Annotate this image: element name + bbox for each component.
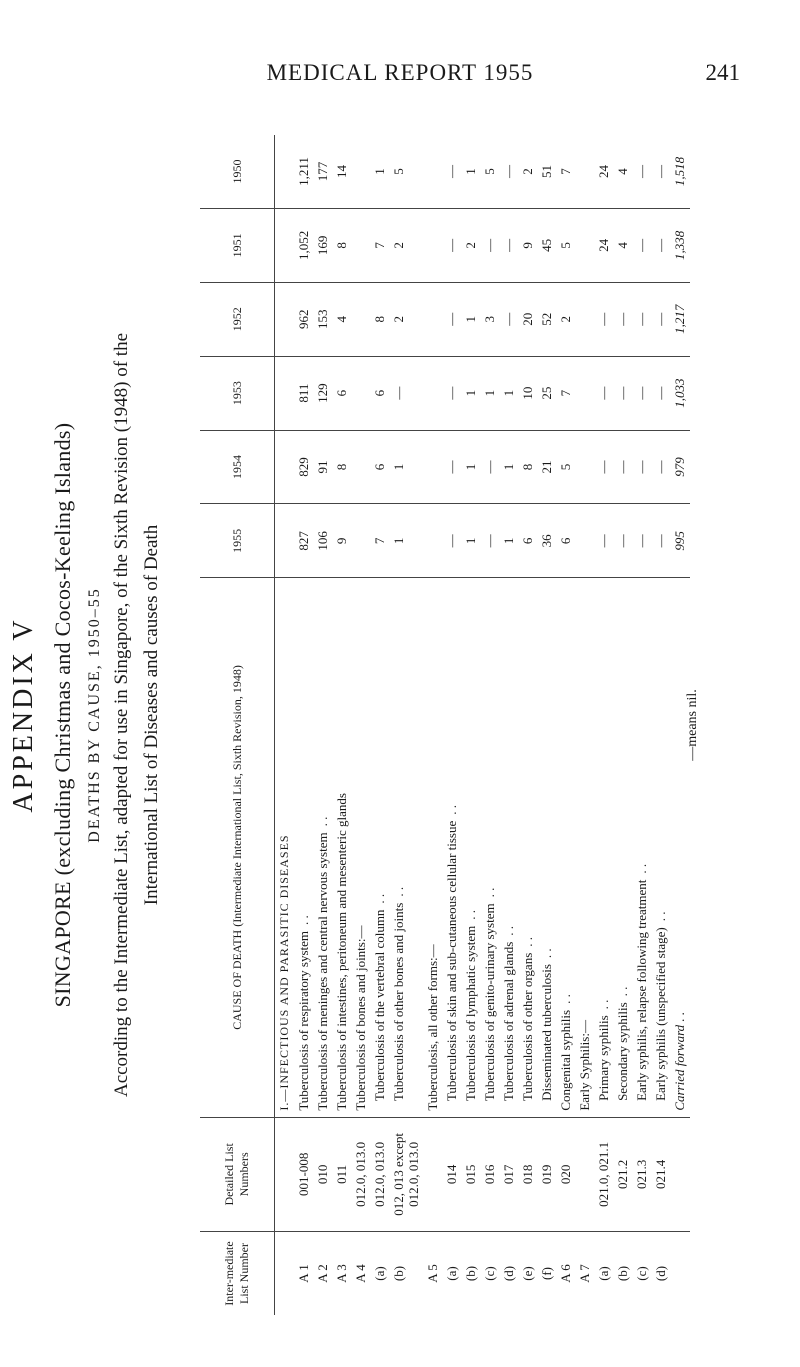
row-detail <box>575 1117 594 1231</box>
row-v1950 <box>423 135 442 208</box>
row-inter: (d) <box>501 1265 516 1282</box>
header-1952: 1952 <box>200 282 275 356</box>
row-v1952: — <box>632 282 651 356</box>
row-v1955: — <box>594 504 613 578</box>
row-cause <box>556 578 575 1117</box>
cause-text: Tuberculosis of skin and sub-cutaneous cellular tissue <box>444 820 459 1111</box>
sheet-subheading: DEATHS BY CAUSE, 1950–55 <box>86 587 103 843</box>
cause-text: Early Syphilis:— <box>577 1020 592 1111</box>
leader-dots: . . <box>482 887 497 898</box>
row-v1954: 91 <box>313 430 332 504</box>
rotated-sheet <box>0 95 700 1335</box>
row-v1953: — <box>613 356 632 430</box>
row-cause <box>613 578 632 1117</box>
row-v1955: 106 <box>313 504 332 578</box>
row-v1953: 1 <box>480 356 499 430</box>
row-cause <box>518 578 537 1117</box>
row-v1952: 153 <box>313 282 332 356</box>
row-v1952: 3 <box>480 282 499 356</box>
row-v1953: 10 <box>518 356 537 430</box>
row-detail: 021.2 <box>613 1117 632 1231</box>
carried-label: Carried forward <box>672 1024 687 1111</box>
row-v1952: 962 <box>294 282 313 356</box>
table-row <box>442 135 461 1315</box>
row-v1950: 24 <box>594 135 613 208</box>
header-1950: 1950 <box>200 135 275 208</box>
row-inter: A 3 <box>334 1264 349 1283</box>
row-detail: 019 <box>537 1117 556 1231</box>
carried-1954: 979 <box>670 430 690 504</box>
row-v1952: 8 <box>370 282 389 356</box>
row-v1952: 52 <box>537 282 556 356</box>
carried-1952: 1,217 <box>670 282 690 356</box>
table-row <box>351 135 370 1315</box>
row-v1953: — <box>651 356 670 430</box>
row-v1954: 8 <box>518 430 537 504</box>
table-row <box>461 135 480 1315</box>
row-v1952: 4 <box>332 282 351 356</box>
header-1951: 1951 <box>200 208 275 282</box>
row-inter: (d) <box>653 1265 668 1282</box>
row-v1953: — <box>632 356 651 430</box>
row-v1954: 829 <box>294 430 313 504</box>
row-detail: 012.0, 013.0 <box>370 1117 389 1231</box>
row-v1951: 45 <box>537 208 556 282</box>
row-v1955: — <box>651 504 670 578</box>
row-v1955: 1 <box>461 504 480 578</box>
row-v1955: 1 <box>499 504 518 578</box>
row-detail <box>423 1117 442 1231</box>
row-v1952: 20 <box>518 282 537 356</box>
row-detail: 021.0, 021.1 <box>594 1117 613 1231</box>
row-v1953: 1 <box>461 356 480 430</box>
table-row <box>480 135 499 1315</box>
cause-text: Congenital syphilis <box>558 1009 573 1111</box>
cause-text: Tuberculosis of intestines, peritoneum and mesenteric glands <box>334 793 349 1111</box>
row-v1954 <box>423 430 442 504</box>
row-v1950: 14 <box>332 135 351 208</box>
cause-text: Tuberculosis of lymphatic system <box>463 925 478 1111</box>
row-v1951: 8 <box>332 208 351 282</box>
row-inter: A 6 <box>558 1264 573 1283</box>
row-v1950: 5 <box>389 135 423 208</box>
deaths-table <box>200 135 690 1315</box>
header-detail: Detailed List Numbers <box>200 1117 275 1231</box>
row-inter: (b) <box>463 1265 478 1282</box>
row-v1951: 1,052 <box>294 208 313 282</box>
cause-text: Disseminated tuberculosis <box>539 964 554 1111</box>
carried-1953: 1,033 <box>670 356 690 430</box>
row-v1952: 1 <box>461 282 480 356</box>
row-cause <box>632 578 651 1117</box>
row-v1950: 7 <box>556 135 575 208</box>
row-v1952: — <box>651 282 670 356</box>
row-inter: A 7 <box>577 1264 592 1283</box>
row-v1951: 2 <box>389 208 423 282</box>
row-v1954: — <box>632 430 651 504</box>
cause-text: Tuberculosis of other bones and joints <box>391 902 406 1111</box>
section-title: I.—INFECTIOUS AND PARASITIC DISEASES <box>275 578 295 1117</box>
row-detail: 012, 013 except 012.0, 013.0 <box>389 1117 423 1231</box>
sheet-heading: SINGAPORE (excluding Christmas and Cocos-Keeling Islands) <box>50 422 75 1008</box>
leader-dots: . . <box>653 911 668 922</box>
row-v1953 <box>423 356 442 430</box>
row-v1953: 811 <box>294 356 313 430</box>
row-cause <box>389 578 423 1117</box>
row-v1952 <box>351 282 370 356</box>
row-v1955: — <box>442 504 461 578</box>
row-inter: (a) <box>372 1266 387 1281</box>
row-inter: (e) <box>520 1266 535 1281</box>
row-v1951: 2 <box>461 208 480 282</box>
row-v1950: 51 <box>537 135 556 208</box>
row-detail: 017 <box>499 1117 518 1231</box>
row-inter: A 1 <box>296 1264 311 1283</box>
row-cause <box>442 578 461 1117</box>
row-v1951: 9 <box>518 208 537 282</box>
row-detail: 020 <box>556 1117 575 1231</box>
cause-text: Secondary syphilis <box>615 1002 630 1111</box>
row-v1951: — <box>499 208 518 282</box>
row-v1954: 8 <box>332 430 351 504</box>
row-v1952: — <box>442 282 461 356</box>
row-v1955: 1 <box>389 504 423 578</box>
row-v1950: 2 <box>518 135 537 208</box>
leader-dots: . . <box>520 936 535 947</box>
row-cause <box>313 578 332 1117</box>
row-v1951: — <box>480 208 499 282</box>
row-v1954: 21 <box>537 430 556 504</box>
row-v1951: — <box>651 208 670 282</box>
row-v1950: 1,211 <box>294 135 313 208</box>
row-v1953: — <box>389 356 423 430</box>
leader-dots: . . <box>501 925 516 936</box>
row-v1950: 1 <box>370 135 389 208</box>
carried-1951: 1,338 <box>670 208 690 282</box>
row-cause <box>480 578 499 1117</box>
row-v1952: — <box>594 282 613 356</box>
leader-dots: . . <box>539 948 554 959</box>
row-v1954 <box>351 430 370 504</box>
table-row <box>389 135 423 1315</box>
row-v1953: 1 <box>499 356 518 430</box>
leader-dots: . . <box>634 863 649 874</box>
row-v1951: 5 <box>556 208 575 282</box>
cause-text: Early syphilis, relapse following treatment <box>634 879 649 1111</box>
row-v1953 <box>351 356 370 430</box>
table-row <box>294 135 313 1315</box>
row-cause <box>499 578 518 1117</box>
cause-text: Early syphilis (unspecified stage) <box>653 927 668 1111</box>
row-v1955 <box>575 504 594 578</box>
row-cause <box>461 578 480 1117</box>
row-v1954: 1 <box>389 430 423 504</box>
row-detail: 001-008 <box>294 1117 313 1231</box>
row-v1955: 9 <box>332 504 351 578</box>
table-row <box>594 135 613 1315</box>
row-v1950: 4 <box>613 135 632 208</box>
table-row <box>499 135 518 1315</box>
running-header <box>0 0 800 100</box>
row-v1952 <box>423 282 442 356</box>
row-cause <box>332 578 351 1117</box>
row-v1955: 827 <box>294 504 313 578</box>
row-v1954: — <box>480 430 499 504</box>
header-1953: 1953 <box>200 356 275 430</box>
row-v1955 <box>423 504 442 578</box>
row-v1954: 5 <box>556 430 575 504</box>
row-v1954: — <box>613 430 632 504</box>
row-v1951: — <box>442 208 461 282</box>
cause-text: Tuberculosis of other organs <box>520 952 535 1111</box>
leader-dots: . . <box>372 893 387 904</box>
row-inter: (a) <box>596 1266 611 1281</box>
row-v1950 <box>575 135 594 208</box>
row-v1950: 5 <box>480 135 499 208</box>
leader-dots: . . <box>444 804 459 815</box>
table-row <box>518 135 537 1315</box>
cause-text: Primary syphilis <box>596 1015 611 1111</box>
row-v1955: — <box>632 504 651 578</box>
row-v1954: — <box>651 430 670 504</box>
leader-dots: . . <box>596 999 611 1010</box>
row-v1951 <box>423 208 442 282</box>
row-v1950: — <box>632 135 651 208</box>
row-v1953: 25 <box>537 356 556 430</box>
cause-text: Tuberculosis of genito-urinary system <box>482 903 497 1111</box>
cause-text: Tuberculosis of adrenal glands <box>501 941 516 1111</box>
row-v1951: 24 <box>594 208 613 282</box>
row-v1951 <box>575 208 594 282</box>
row-detail: 018 <box>518 1117 537 1231</box>
row-inter: A 4 <box>353 1264 368 1283</box>
row-v1955: 6 <box>556 504 575 578</box>
row-v1953 <box>575 356 594 430</box>
row-v1955: — <box>613 504 632 578</box>
carried-1955: 995 <box>670 504 690 578</box>
row-cause <box>370 578 389 1117</box>
row-detail: 010 <box>313 1117 332 1231</box>
row-cause <box>423 578 442 1117</box>
row-cause <box>575 578 594 1117</box>
footnote: —means nil. <box>685 689 700 761</box>
row-cause <box>351 578 370 1117</box>
row-v1953: — <box>594 356 613 430</box>
row-v1950: 1 <box>461 135 480 208</box>
table-row <box>556 135 575 1315</box>
row-v1953: 7 <box>556 356 575 430</box>
row-detail: 016 <box>480 1117 499 1231</box>
row-v1955: 6 <box>518 504 537 578</box>
leader-dots: . . <box>296 915 311 925</box>
row-detail: 021.3 <box>632 1117 651 1231</box>
table-row <box>613 135 632 1315</box>
row-inter: (a) <box>444 1266 459 1281</box>
row-v1955: — <box>480 504 499 578</box>
carried-dots: . . <box>672 1011 687 1022</box>
row-inter: (c) <box>634 1266 649 1281</box>
row-v1951: 169 <box>313 208 332 282</box>
row-v1950: — <box>651 135 670 208</box>
table-row <box>537 135 556 1315</box>
sheet-description-2: International List of Diseases and causes of Death <box>141 524 162 906</box>
row-v1952: 2 <box>556 282 575 356</box>
row-inter: (b) <box>391 1265 406 1282</box>
row-v1952: — <box>613 282 632 356</box>
row-v1952: 2 <box>389 282 423 356</box>
table-header-row <box>200 135 275 1315</box>
carried-1950: 1,518 <box>670 135 690 208</box>
row-detail: 012.0, 013.0 <box>351 1117 370 1231</box>
header-inter: Inter-mediate List Number <box>200 1232 275 1315</box>
row-inter: (f) <box>539 1267 554 1281</box>
row-v1954: — <box>594 430 613 504</box>
row-cause <box>651 578 670 1117</box>
row-v1951: 4 <box>613 208 632 282</box>
row-inter: A 2 <box>315 1264 330 1283</box>
row-v1952: — <box>499 282 518 356</box>
row-v1953: 129 <box>313 356 332 430</box>
row-v1953: — <box>442 356 461 430</box>
table-row <box>423 135 442 1315</box>
header-cause: CAUSE OF DEATH (Intermediate International List, Sixth Revision, 1948) <box>200 578 275 1117</box>
page-number: 241 <box>705 60 740 85</box>
running-title: MEDICAL REPORT 1955 <box>266 60 534 85</box>
row-v1951: 7 <box>370 208 389 282</box>
row-cause <box>537 578 556 1117</box>
row-detail: 015 <box>461 1117 480 1231</box>
row-v1955: 7 <box>370 504 389 578</box>
leader-dots: . . <box>558 994 573 1004</box>
sheet-description-1: According to the Intermediate List, adapted for use in Singapore, of the Sixth Revision (1948) of the <box>111 332 132 1098</box>
row-v1951: — <box>632 208 651 282</box>
row-cause <box>594 578 613 1117</box>
leader-dots: . . <box>463 910 478 920</box>
row-detail: 021.4 <box>651 1117 670 1231</box>
row-v1950: 177 <box>313 135 332 208</box>
leader-dots: . . <box>315 816 330 827</box>
row-v1951 <box>351 208 370 282</box>
table-row <box>575 135 594 1315</box>
row-v1955 <box>351 504 370 578</box>
table-row <box>313 135 332 1315</box>
leader-dots: . . <box>391 886 406 897</box>
table-row <box>632 135 651 1315</box>
row-v1954: 1 <box>499 430 518 504</box>
row-v1954: 1 <box>461 430 480 504</box>
row-v1950: — <box>442 135 461 208</box>
row-inter: (b) <box>615 1265 630 1282</box>
row-v1955: 36 <box>537 504 556 578</box>
table-row <box>370 135 389 1315</box>
cause-text: Tuberculosis, all other forms:— <box>425 944 440 1111</box>
row-v1953: 6 <box>370 356 389 430</box>
row-inter: (c) <box>482 1266 497 1281</box>
row-detail: 014 <box>442 1117 461 1231</box>
leader-dots: . . <box>615 986 630 997</box>
cause-text: Tuberculosis of the vertebral column <box>372 909 387 1111</box>
appendix-label: APPENDIX V <box>8 617 39 813</box>
cause-text: Tuberculosis of meninges and central nervous system <box>315 832 330 1111</box>
row-v1954 <box>575 430 594 504</box>
row-detail: 011 <box>332 1117 351 1231</box>
section-row <box>275 135 295 1315</box>
header-1955: 1955 <box>200 504 275 578</box>
cause-text: Tuberculosis of respiratory system <box>296 930 311 1111</box>
row-cause <box>294 578 313 1117</box>
row-v1952 <box>575 282 594 356</box>
table-row <box>651 135 670 1315</box>
row-inter: A 5 <box>425 1264 440 1283</box>
cause-text: Tuberculosis of bones and joints:— <box>353 925 368 1111</box>
row-v1950 <box>351 135 370 208</box>
row-v1953: 6 <box>332 356 351 430</box>
row-v1950: — <box>499 135 518 208</box>
sheet-title-block <box>8 95 164 1335</box>
header-1954: 1954 <box>200 430 275 504</box>
row-v1954: 6 <box>370 430 389 504</box>
row-v1954: — <box>442 430 461 504</box>
table-row <box>332 135 351 1315</box>
